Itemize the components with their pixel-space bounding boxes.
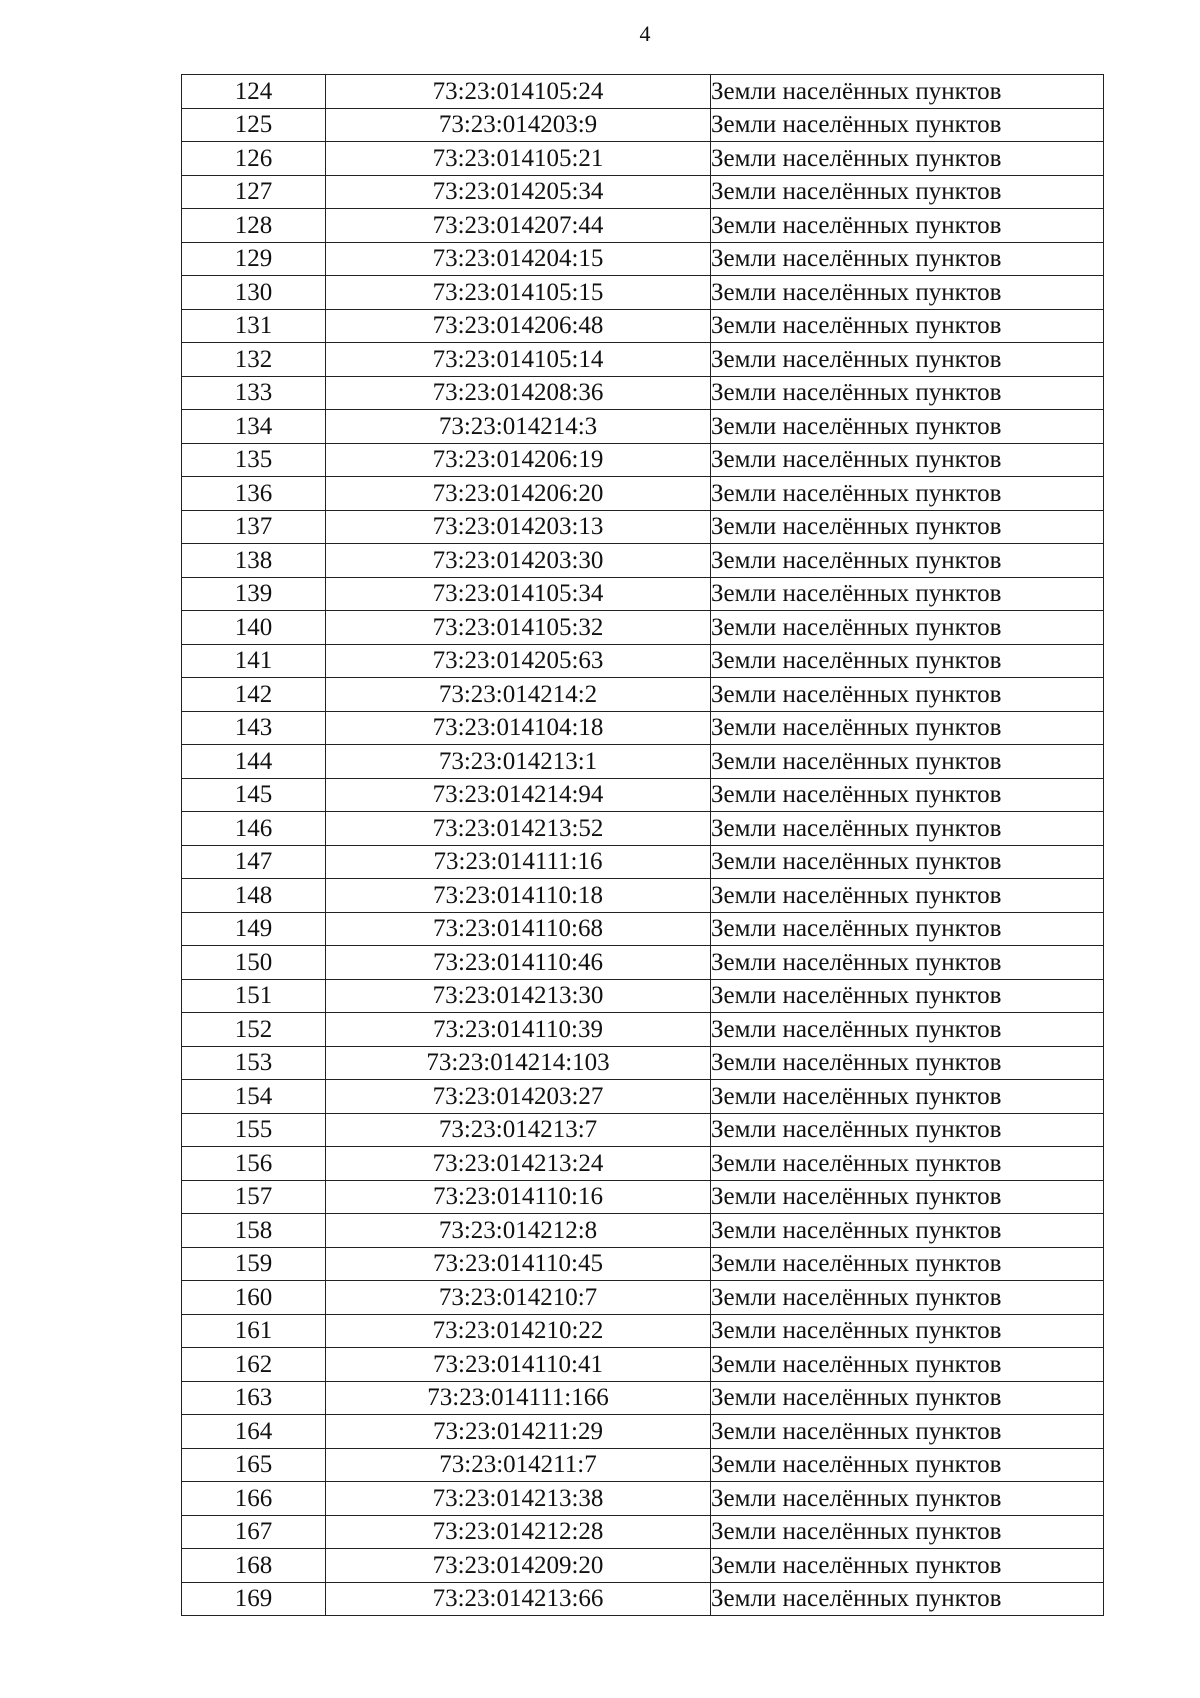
row-number-cell: 155 (182, 1113, 326, 1147)
cadastral-number-cell: 73:23:014210:7 (326, 1281, 711, 1315)
cadastral-number-cell: 73:23:014207:44 (326, 209, 711, 243)
row-number-cell: 127 (182, 175, 326, 209)
land-category-cell: Земли населённых пунктов (711, 879, 1104, 913)
table-row (182, 443, 1104, 477)
row-number-cell: 165 (182, 1448, 326, 1482)
row-number-cell: 143 (182, 711, 326, 745)
row-number-cell: 128 (182, 209, 326, 243)
table-row (182, 678, 1104, 712)
table-row (182, 577, 1104, 611)
table-row (182, 1113, 1104, 1147)
row-number-cell: 168 (182, 1549, 326, 1583)
land-category-cell: Земли населённых пунктов (711, 912, 1104, 946)
table-row (182, 1582, 1104, 1616)
row-number-cell: 134 (182, 410, 326, 444)
land-category-cell: Земли населённых пунктов (711, 544, 1104, 578)
cadastral-number-cell: 73:23:014213:30 (326, 979, 711, 1013)
table-row (182, 1147, 1104, 1181)
cadastral-number-cell: 73:23:014209:20 (326, 1549, 711, 1583)
table-row (182, 611, 1104, 645)
land-plots-table-body (182, 75, 1104, 1616)
land-category-cell: Земли населённых пунктов (711, 410, 1104, 444)
cadastral-number-cell: 73:23:014203:9 (326, 108, 711, 142)
cadastral-number-cell: 73:23:014105:15 (326, 276, 711, 310)
land-category-cell: Земли населённых пунктов (711, 1147, 1104, 1181)
land-category-cell: Земли населённых пунктов (711, 276, 1104, 310)
land-category-cell: Земли населённых пунктов (711, 1582, 1104, 1616)
cadastral-number-cell: 73:23:014203:27 (326, 1080, 711, 1114)
land-category-cell: Земли населённых пунктов (711, 1013, 1104, 1047)
cadastral-number-cell: 73:23:014110:45 (326, 1247, 711, 1281)
row-number-cell: 166 (182, 1482, 326, 1516)
cadastral-number-cell: 73:23:014110:41 (326, 1348, 711, 1382)
table-row (182, 1482, 1104, 1516)
row-number-cell: 135 (182, 443, 326, 477)
land-category-cell: Земли населённых пунктов (711, 1314, 1104, 1348)
land-category-cell: Земли населённых пунктов (711, 1046, 1104, 1080)
land-category-cell: Земли населённых пунктов (711, 1247, 1104, 1281)
cadastral-number-cell: 73:23:014212:8 (326, 1214, 711, 1248)
cadastral-number-cell: 73:23:014105:14 (326, 343, 711, 377)
land-category-cell: Земли населённых пунктов (711, 242, 1104, 276)
table-row (182, 912, 1104, 946)
land-category-cell: Земли населённых пунктов (711, 209, 1104, 243)
land-category-cell: Земли населённых пунктов (711, 778, 1104, 812)
row-number-cell: 130 (182, 276, 326, 310)
cadastral-number-cell: 73:23:014213:24 (326, 1147, 711, 1181)
land-category-cell: Земли населённых пунктов (711, 577, 1104, 611)
land-category-cell: Земли населённых пунктов (711, 611, 1104, 645)
land-category-cell: Земли населённых пунктов (711, 175, 1104, 209)
row-number-cell: 160 (182, 1281, 326, 1315)
land-category-cell: Земли населённых пунктов (711, 678, 1104, 712)
land-category-cell: Земли населённых пунктов (711, 979, 1104, 1013)
cadastral-number-cell: 73:23:014105:32 (326, 611, 711, 645)
land-category-cell: Земли населённых пунктов (711, 1348, 1104, 1382)
row-number-cell: 156 (182, 1147, 326, 1181)
cadastral-number-cell: 73:23:014213:66 (326, 1582, 711, 1616)
land-category-cell: Земли населённых пунктов (711, 1214, 1104, 1248)
row-number-cell: 167 (182, 1515, 326, 1549)
row-number-cell: 153 (182, 1046, 326, 1080)
table-row (182, 376, 1104, 410)
table-row (182, 1381, 1104, 1415)
row-number-cell: 144 (182, 745, 326, 779)
page-number: 4 (639, 21, 651, 46)
row-number-cell: 147 (182, 845, 326, 879)
row-number-cell: 150 (182, 946, 326, 980)
row-number-cell: 152 (182, 1013, 326, 1047)
table-row (182, 175, 1104, 209)
table-row (182, 1013, 1104, 1047)
cadastral-number-cell: 73:23:014213:52 (326, 812, 711, 846)
cadastral-number-cell: 73:23:014208:36 (326, 376, 711, 410)
table-row (182, 1080, 1104, 1114)
row-number-cell: 137 (182, 510, 326, 544)
table-row (182, 309, 1104, 343)
land-category-cell: Земли населённых пунктов (711, 108, 1104, 142)
table-row (182, 812, 1104, 846)
cadastral-number-cell: 73:23:014214:2 (326, 678, 711, 712)
row-number-cell: 131 (182, 309, 326, 343)
row-number-cell: 126 (182, 142, 326, 176)
land-category-cell: Земли населённых пунктов (711, 1281, 1104, 1315)
land-category-cell: Земли населённых пунктов (711, 1080, 1104, 1114)
row-number-cell: 151 (182, 979, 326, 1013)
table-row (182, 1281, 1104, 1315)
cadastral-number-cell: 73:23:014110:46 (326, 946, 711, 980)
row-number-cell: 157 (182, 1180, 326, 1214)
table-row (182, 276, 1104, 310)
row-number-cell: 129 (182, 242, 326, 276)
table-row (182, 1180, 1104, 1214)
cadastral-number-cell: 73:23:014105:21 (326, 142, 711, 176)
row-number-cell: 141 (182, 644, 326, 678)
cadastral-number-cell: 73:23:014211:7 (326, 1448, 711, 1482)
cadastral-number-cell: 73:23:014111:166 (326, 1381, 711, 1415)
row-number-cell: 161 (182, 1314, 326, 1348)
table-row (182, 1046, 1104, 1080)
table-row (182, 1214, 1104, 1248)
cadastral-number-cell: 73:23:014204:15 (326, 242, 711, 276)
table-row (182, 1314, 1104, 1348)
table-row (182, 108, 1104, 142)
cadastral-number-cell: 73:23:014206:19 (326, 443, 711, 477)
land-category-cell: Земли населённых пунктов (711, 1515, 1104, 1549)
land-category-cell: Земли населённых пунктов (711, 1113, 1104, 1147)
table-row (182, 343, 1104, 377)
row-number-cell: 169 (182, 1582, 326, 1616)
land-category-cell: Земли населённых пунктов (711, 376, 1104, 410)
land-category-cell: Земли населённых пунктов (711, 1549, 1104, 1583)
table-row (182, 477, 1104, 511)
row-number-cell: 145 (182, 778, 326, 812)
land-category-cell: Земли населённых пунктов (711, 711, 1104, 745)
row-number-cell: 149 (182, 912, 326, 946)
cadastral-number-cell: 73:23:014211:29 (326, 1415, 711, 1449)
land-plots-table (181, 74, 1104, 1616)
land-category-cell: Земли населённых пунктов (711, 343, 1104, 377)
table-row (182, 845, 1104, 879)
land-category-cell: Земли населённых пунктов (711, 1482, 1104, 1516)
cadastral-number-cell: 73:23:014105:24 (326, 75, 711, 109)
table-row (182, 879, 1104, 913)
row-number-cell: 164 (182, 1415, 326, 1449)
table-row (182, 946, 1104, 980)
cadastral-number-cell: 73:23:014210:22 (326, 1314, 711, 1348)
row-number-cell: 139 (182, 577, 326, 611)
row-number-cell: 136 (182, 477, 326, 511)
cadastral-number-cell: 73:23:014205:63 (326, 644, 711, 678)
table-row (182, 410, 1104, 444)
row-number-cell: 132 (182, 343, 326, 377)
table-row (182, 1415, 1104, 1449)
cadastral-number-cell: 73:23:014111:16 (326, 845, 711, 879)
land-category-cell: Земли населённых пунктов (711, 443, 1104, 477)
row-number-cell: 158 (182, 1214, 326, 1248)
cadastral-number-cell: 73:23:014213:1 (326, 745, 711, 779)
table-row (182, 644, 1104, 678)
land-category-cell: Земли населённых пунктов (711, 644, 1104, 678)
table-row (182, 75, 1104, 109)
land-category-cell: Земли населённых пунктов (711, 477, 1104, 511)
table-row (182, 1549, 1104, 1583)
land-category-cell: Земли населённых пунктов (711, 845, 1104, 879)
table-row (182, 1247, 1104, 1281)
row-number-cell: 124 (182, 75, 326, 109)
land-category-cell: Земли населённых пунктов (711, 1180, 1104, 1214)
table-row (182, 242, 1104, 276)
land-category-cell: Земли населённых пунктов (711, 946, 1104, 980)
cadastral-number-cell: 73:23:014110:18 (326, 879, 711, 913)
row-number-cell: 146 (182, 812, 326, 846)
cadastral-number-cell: 73:23:014214:103 (326, 1046, 711, 1080)
row-number-cell: 142 (182, 678, 326, 712)
cadastral-number-cell: 73:23:014110:39 (326, 1013, 711, 1047)
table-row (182, 209, 1104, 243)
land-category-cell: Земли населённых пунктов (711, 1381, 1104, 1415)
row-number-cell: 162 (182, 1348, 326, 1382)
cadastral-number-cell: 73:23:014213:7 (326, 1113, 711, 1147)
table-row (182, 544, 1104, 578)
row-number-cell: 138 (182, 544, 326, 578)
cadastral-number-cell: 73:23:014214:3 (326, 410, 711, 444)
table-row (182, 711, 1104, 745)
row-number-cell: 163 (182, 1381, 326, 1415)
row-number-cell: 148 (182, 879, 326, 913)
table-row (182, 745, 1104, 779)
cadastral-number-cell: 73:23:014206:48 (326, 309, 711, 343)
land-category-cell: Земли населённых пунктов (711, 510, 1104, 544)
cadastral-number-cell: 73:23:014203:13 (326, 510, 711, 544)
land-category-cell: Земли населённых пунктов (711, 75, 1104, 109)
row-number-cell: 140 (182, 611, 326, 645)
table-row (182, 1515, 1104, 1549)
cadastral-number-cell: 73:23:014214:94 (326, 778, 711, 812)
table-row (182, 1448, 1104, 1482)
row-number-cell: 125 (182, 108, 326, 142)
land-category-cell: Земли населённых пунктов (711, 142, 1104, 176)
cadastral-number-cell: 73:23:014203:30 (326, 544, 711, 578)
table-row (182, 979, 1104, 1013)
cadastral-number-cell: 73:23:014213:38 (326, 1482, 711, 1516)
row-number-cell: 133 (182, 376, 326, 410)
table-row (182, 778, 1104, 812)
row-number-cell: 159 (182, 1247, 326, 1281)
land-category-cell: Земли населённых пунктов (711, 1448, 1104, 1482)
table-row (182, 142, 1104, 176)
cadastral-number-cell: 73:23:014105:34 (326, 577, 711, 611)
cadastral-number-cell: 73:23:014110:68 (326, 912, 711, 946)
table-row (182, 1348, 1104, 1382)
land-category-cell: Земли населённых пунктов (711, 745, 1104, 779)
row-number-cell: 154 (182, 1080, 326, 1114)
land-category-cell: Земли населённых пунктов (711, 309, 1104, 343)
cadastral-number-cell: 73:23:014212:28 (326, 1515, 711, 1549)
cadastral-number-cell: 73:23:014104:18 (326, 711, 711, 745)
cadastral-number-cell: 73:23:014110:16 (326, 1180, 711, 1214)
land-category-cell: Земли населённых пунктов (711, 812, 1104, 846)
cadastral-number-cell: 73:23:014205:34 (326, 175, 711, 209)
land-category-cell: Земли населённых пунктов (711, 1415, 1104, 1449)
cadastral-number-cell: 73:23:014206:20 (326, 477, 711, 511)
table-row (182, 510, 1104, 544)
